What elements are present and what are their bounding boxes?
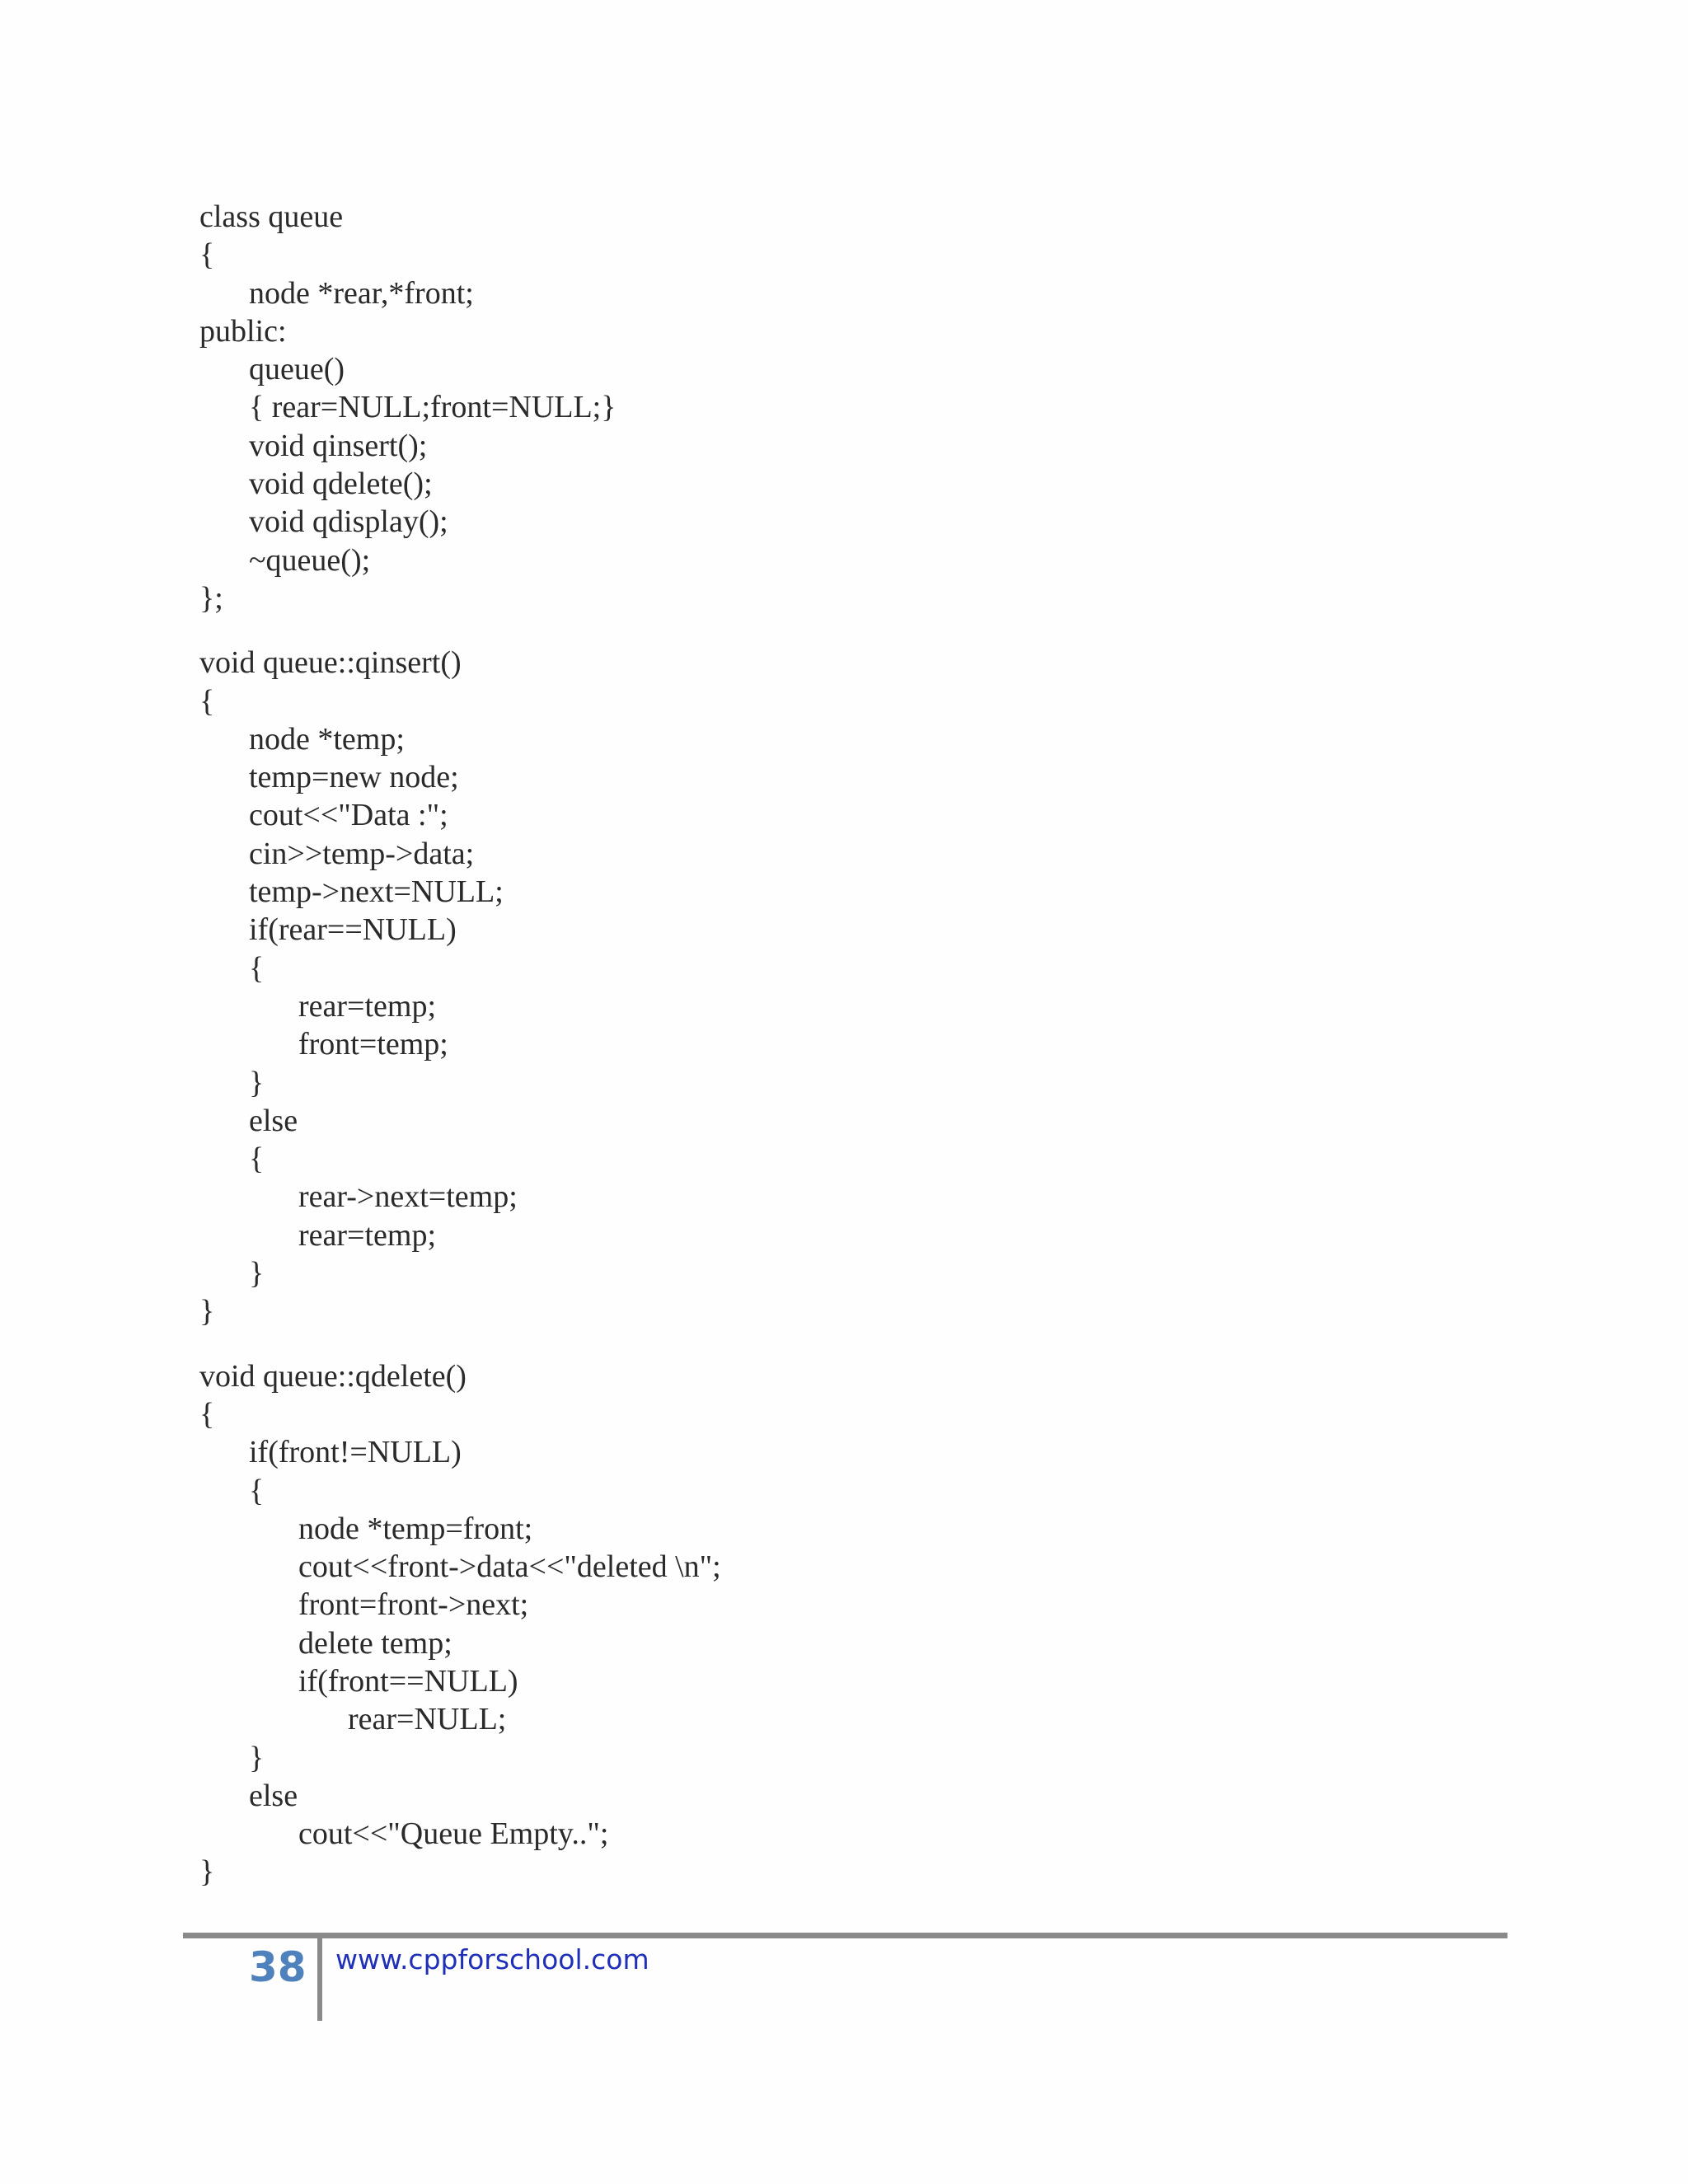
code-line: { <box>199 1396 215 1432</box>
code-line: { <box>249 950 265 986</box>
code-line: } <box>249 1065 265 1100</box>
code-line: void qdelete(); <box>249 466 433 502</box>
code-line: delete temp; <box>298 1625 452 1661</box>
code-line: temp->next=NULL; <box>249 874 504 910</box>
code-line: class queue <box>199 199 344 234</box>
code-line: if(rear==NULL) <box>249 912 457 948</box>
footer-divider <box>317 1938 322 2021</box>
code-line: void queue::qdelete() <box>199 1358 467 1394</box>
footer-url-link[interactable]: www.cppforschool.com <box>335 1943 649 1975</box>
code-line: else <box>249 1103 298 1138</box>
code-block <box>199 644 1518 1330</box>
code-block <box>199 198 1518 617</box>
code-line: node *temp=front; <box>298 1511 533 1546</box>
code-listing <box>199 198 1518 1891</box>
code-line: if(front!=NULL) <box>249 1435 462 1470</box>
code-line: front=temp; <box>298 1027 448 1062</box>
code-line: }; <box>199 580 223 616</box>
code-line: node *rear,*front; <box>249 275 474 311</box>
code-line: } <box>249 1256 265 1291</box>
code-line: void qdisplay(); <box>249 504 448 540</box>
code-line: temp=new node; <box>249 760 459 795</box>
code-line: cout<<"Queue Empty.."; <box>298 1816 609 1852</box>
code-block <box>199 1357 1518 1891</box>
code-line: rear=temp; <box>298 988 437 1024</box>
code-line: rear=NULL; <box>348 1702 507 1737</box>
code-line: ~queue(); <box>249 542 371 578</box>
page-number: 38 <box>249 1943 307 1991</box>
footer-rule <box>183 1933 1507 1938</box>
code-line: { <box>249 1473 265 1508</box>
code-line: { <box>199 683 215 719</box>
code-line: public: <box>199 313 287 349</box>
code-line: front=front->next; <box>298 1587 529 1623</box>
code-line: if(front==NULL) <box>298 1663 518 1699</box>
code-line: void queue::qinsert() <box>199 645 462 681</box>
code-line: } <box>199 1854 215 1890</box>
code-line: rear->next=temp; <box>298 1179 518 1215</box>
code-line: rear=temp; <box>298 1217 437 1253</box>
code-line: cout<<front->data<<"deleted \n"; <box>298 1549 721 1585</box>
code-line: node *temp; <box>249 721 405 757</box>
code-line: void qinsert(); <box>249 428 428 463</box>
code-line: { <box>199 237 215 273</box>
code-line: { <box>249 1141 265 1177</box>
code-line: else <box>249 1778 298 1813</box>
code-line: } <box>249 1740 265 1775</box>
code-line: } <box>199 1294 215 1329</box>
code-line: cin>>temp->data; <box>249 836 475 871</box>
code-line: { rear=NULL;front=NULL;} <box>249 390 617 425</box>
code-line: cout<<"Data :"; <box>249 798 448 833</box>
code-line: queue() <box>249 352 345 387</box>
